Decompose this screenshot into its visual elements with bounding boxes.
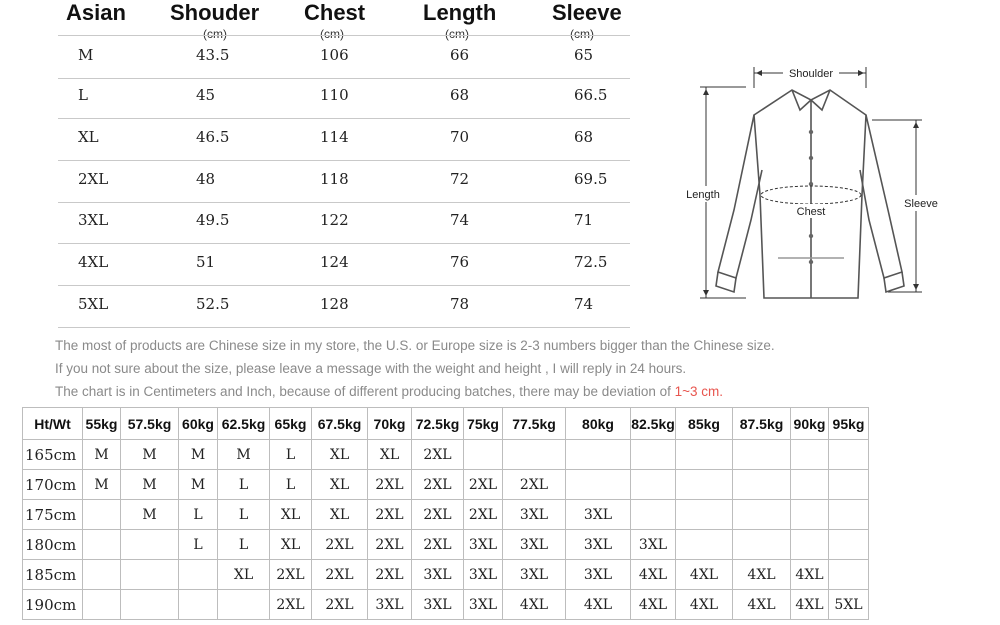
measurement-value: 66 xyxy=(450,46,470,64)
measurement-value: 114 xyxy=(320,128,349,146)
size-cell: M xyxy=(121,440,179,470)
weight-header: 87.5kg xyxy=(733,408,791,440)
measurement-value: 48 xyxy=(196,170,216,188)
size-cell xyxy=(121,590,179,620)
weight-header: 80kg xyxy=(566,408,631,440)
header-chest: Chest xyxy=(304,0,366,25)
size-cell: M xyxy=(83,440,121,470)
size-cell: 2XL xyxy=(312,530,368,560)
height-label: 180cm xyxy=(23,530,83,560)
size-cell: XL xyxy=(312,500,368,530)
size-cell xyxy=(676,440,733,470)
height-label: 170cm xyxy=(23,470,83,500)
size-row xyxy=(58,202,630,244)
weight-header: 72.5kg xyxy=(412,408,464,440)
measurement-value: 65 xyxy=(574,46,594,64)
size-cell: M xyxy=(179,440,218,470)
size-cell: XL xyxy=(312,440,368,470)
size-cell xyxy=(791,440,829,470)
size-label: 5XL xyxy=(78,295,109,313)
size-cell: 5XL xyxy=(829,590,869,620)
size-cell: XL xyxy=(270,530,312,560)
size-cell: 2XL xyxy=(368,500,412,530)
weight-header: 95kg xyxy=(829,408,869,440)
weight-header-row xyxy=(23,408,869,440)
size-cell xyxy=(733,470,791,500)
size-cell: 3XL xyxy=(503,500,566,530)
height-row xyxy=(23,590,869,620)
weight-header: 82.5kg xyxy=(631,408,676,440)
size-cell xyxy=(733,440,791,470)
size-cell xyxy=(829,470,869,500)
measurement-value: 118 xyxy=(320,170,349,188)
weight-header: 77.5kg xyxy=(503,408,566,440)
size-cell: 2XL xyxy=(368,530,412,560)
size-cell: 2XL xyxy=(412,530,464,560)
note-size-conversion: The most of products are Chinese size in my store, the U.S. or Europe size is 2-3 numbers bigger than the Chinese size. xyxy=(55,338,775,353)
size-row xyxy=(58,37,630,79)
size-label: 3XL xyxy=(78,211,109,229)
size-cell: 2XL xyxy=(368,470,412,500)
size-row xyxy=(58,244,630,286)
shirt-illustration xyxy=(676,60,946,308)
corner-cell: Ht/Wt xyxy=(23,408,83,440)
weight-header: 90kg xyxy=(791,408,829,440)
shoulder-label: Shoulder xyxy=(788,68,834,80)
size-cell: L xyxy=(270,470,312,500)
header-sleeve: Sleeve xyxy=(552,0,622,25)
size-cell: 2XL xyxy=(270,560,312,590)
size-row xyxy=(58,286,630,328)
size-cell: XL xyxy=(368,440,412,470)
size-cell: XL xyxy=(270,500,312,530)
weight-header: 67.5kg xyxy=(312,408,368,440)
weight-header: 60kg xyxy=(179,408,218,440)
size-label: M xyxy=(78,46,94,64)
size-cell: XL xyxy=(312,470,368,500)
measurement-value: 68 xyxy=(574,128,594,146)
length-label: Length xyxy=(686,189,720,201)
size-label: XL xyxy=(78,128,99,146)
size-cell: 3XL xyxy=(503,530,566,560)
size-cell xyxy=(791,470,829,500)
size-cell: L xyxy=(270,440,312,470)
header-asian: Asian xyxy=(66,0,126,25)
size-cell xyxy=(829,440,869,470)
weight-header: 75kg xyxy=(464,408,503,440)
size-cell xyxy=(676,470,733,500)
size-label: L xyxy=(78,86,88,104)
size-cell: 4XL xyxy=(733,560,791,590)
size-cell: 2XL xyxy=(412,470,464,500)
size-cell xyxy=(179,590,218,620)
size-cell: 4XL xyxy=(733,590,791,620)
size-cell: 3XL xyxy=(566,530,631,560)
size-cell: 4XL xyxy=(676,590,733,620)
measurement-value: 49.5 xyxy=(196,211,230,229)
size-cell xyxy=(503,440,566,470)
size-cell: L xyxy=(218,500,270,530)
size-cell xyxy=(218,590,270,620)
weight-header: 57.5kg xyxy=(121,408,179,440)
measurement-value: 106 xyxy=(320,46,349,64)
size-cell xyxy=(566,440,631,470)
size-cell: 2XL xyxy=(368,560,412,590)
height-row xyxy=(23,440,869,470)
measurement-value: 72.5 xyxy=(574,253,608,271)
shirt-measurement-diagram xyxy=(676,60,946,308)
size-cell xyxy=(733,530,791,560)
measurement-value: 110 xyxy=(320,86,349,104)
size-cell xyxy=(733,500,791,530)
measurement-value: 69.5 xyxy=(574,170,608,188)
size-cell xyxy=(676,500,733,530)
measurement-value: 124 xyxy=(320,253,349,271)
size-cell: 4XL xyxy=(791,560,829,590)
size-cell: M xyxy=(121,500,179,530)
size-cell xyxy=(676,530,733,560)
height-row xyxy=(23,500,869,530)
height-label: 175cm xyxy=(23,500,83,530)
size-cell xyxy=(464,440,503,470)
size-cell xyxy=(121,560,179,590)
size-cell: M xyxy=(121,470,179,500)
size-cell xyxy=(829,500,869,530)
measurement-value: 74 xyxy=(450,211,470,229)
size-cell xyxy=(179,560,218,590)
size-cell xyxy=(631,470,676,500)
size-cell: L xyxy=(179,530,218,560)
weight-header: 62.5kg xyxy=(218,408,270,440)
size-cell: 4XL xyxy=(566,590,631,620)
measurement-value: 128 xyxy=(320,295,349,313)
measurement-value: 52.5 xyxy=(196,295,230,313)
height-label: 185cm xyxy=(23,560,83,590)
size-cell: XL xyxy=(218,560,270,590)
size-cell: 3XL xyxy=(412,560,464,590)
size-cell: 2XL xyxy=(412,500,464,530)
size-cell xyxy=(829,560,869,590)
size-cell: 4XL xyxy=(631,560,676,590)
measurement-value: 71 xyxy=(574,211,594,229)
size-cell xyxy=(83,590,121,620)
size-cell xyxy=(631,440,676,470)
size-cell xyxy=(631,500,676,530)
measurement-value: 122 xyxy=(320,211,349,229)
size-cell: 3XL xyxy=(566,560,631,590)
weight-header: 65kg xyxy=(270,408,312,440)
size-cell xyxy=(83,560,121,590)
note-deviation-text: The chart is in Centimeters and Inch, because of different producing batches, there may be deviation of xyxy=(55,384,675,399)
measurement-value: 66.5 xyxy=(574,86,608,104)
height-row xyxy=(23,560,869,590)
size-cell xyxy=(566,470,631,500)
size-label: 4XL xyxy=(78,253,109,271)
size-cell xyxy=(83,500,121,530)
note-contact: If you not sure about the size, please leave a message with the weight and height , I will reply in 24 hours. xyxy=(55,361,687,376)
size-cell: 4XL xyxy=(631,590,676,620)
size-cell: 4XL xyxy=(791,590,829,620)
size-cell: 2XL xyxy=(412,440,464,470)
unit-shoulder: (cm) xyxy=(203,27,227,41)
size-cell: 4XL xyxy=(676,560,733,590)
size-cell: M xyxy=(218,440,270,470)
chest-label: Chest xyxy=(796,206,826,218)
height-weight-table xyxy=(22,407,869,620)
size-cell: 2XL xyxy=(464,470,503,500)
measurement-value: 76 xyxy=(450,253,470,271)
unit-sleeve: (cm) xyxy=(570,27,594,41)
size-cell: 4XL xyxy=(503,590,566,620)
size-cell: 2XL xyxy=(464,500,503,530)
unit-length: (cm) xyxy=(445,27,469,41)
size-cell xyxy=(829,530,869,560)
size-row xyxy=(58,161,630,203)
size-table-divider xyxy=(58,35,630,36)
size-cell: 2XL xyxy=(270,590,312,620)
size-cell: 2XL xyxy=(312,560,368,590)
weight-header: 55kg xyxy=(83,408,121,440)
header-length: Length xyxy=(423,0,497,25)
size-cell: 3XL xyxy=(412,590,464,620)
weight-header: 70kg xyxy=(368,408,412,440)
measurement-value: 72 xyxy=(450,170,470,188)
size-cell: 3XL xyxy=(464,560,503,590)
size-cell: 3XL xyxy=(464,530,503,560)
height-row xyxy=(23,470,869,500)
size-cell xyxy=(121,530,179,560)
measurement-value: 78 xyxy=(450,295,470,313)
size-cell: 3XL xyxy=(464,590,503,620)
measurement-value: 51 xyxy=(196,253,216,271)
size-cell xyxy=(791,530,829,560)
height-label: 190cm xyxy=(23,590,83,620)
size-cell: 3XL xyxy=(566,500,631,530)
size-label: 2XL xyxy=(78,170,109,188)
weight-header: 85kg xyxy=(676,408,733,440)
height-label: 165cm xyxy=(23,440,83,470)
measurement-value: 74 xyxy=(574,295,594,313)
size-cell: L xyxy=(179,500,218,530)
size-row xyxy=(58,119,630,161)
unit-chest: (cm) xyxy=(320,27,344,41)
note-deviation xyxy=(55,384,723,399)
size-cell: 3XL xyxy=(631,530,676,560)
size-cell xyxy=(83,530,121,560)
size-cell xyxy=(791,500,829,530)
height-row xyxy=(23,530,869,560)
size-cell: 2XL xyxy=(312,590,368,620)
sleeve-label: Sleeve xyxy=(904,198,938,210)
size-cell: 3XL xyxy=(368,590,412,620)
size-cell: M xyxy=(179,470,218,500)
measurement-value: 70 xyxy=(450,128,470,146)
size-cell: 2XL xyxy=(503,470,566,500)
measurement-value: 43.5 xyxy=(196,46,230,64)
size-cell: L xyxy=(218,470,270,500)
size-row xyxy=(58,77,630,119)
size-cell: 3XL xyxy=(503,560,566,590)
size-cell: L xyxy=(218,530,270,560)
header-shoulder: Shouder xyxy=(170,0,260,25)
measurement-value: 46.5 xyxy=(196,128,230,146)
measurement-value: 68 xyxy=(450,86,470,104)
size-cell: M xyxy=(83,470,121,500)
measurement-value: 45 xyxy=(196,86,216,104)
note-deviation-highlight: 1~3 cm. xyxy=(674,384,724,399)
